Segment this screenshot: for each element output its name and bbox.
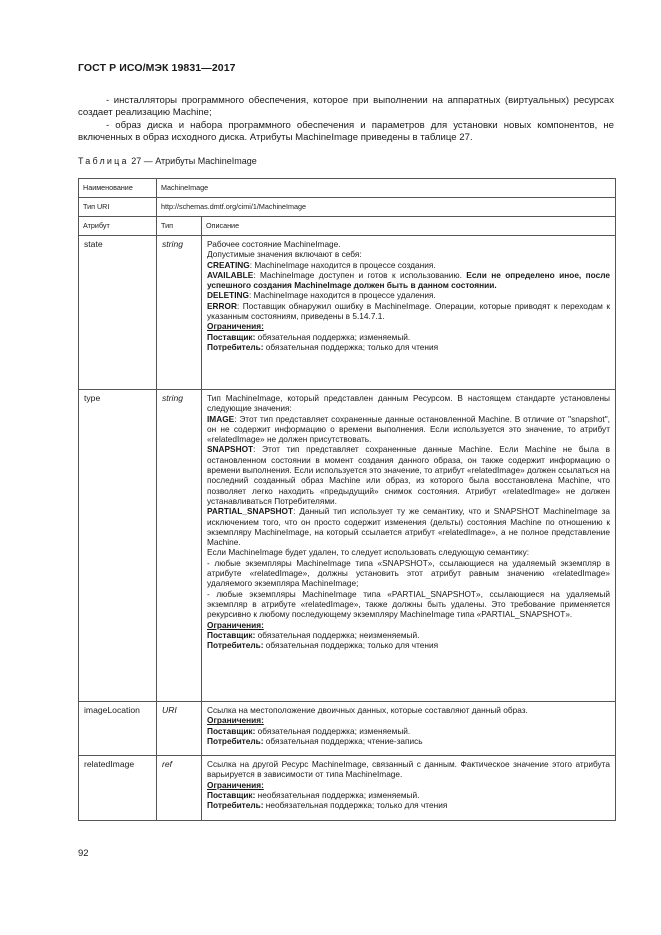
description-term: Поставщик: xyxy=(207,725,256,736)
description-text: : Этот тип представляет сохраненные данные остановленной Machine. В отличие от "snapshot", он не содержит информацию о времени выполнения. Если используется это значение, то атрибут «relatedImage» не должен присутствовать. xyxy=(207,413,610,445)
description-line xyxy=(207,290,610,300)
description-line xyxy=(207,759,610,780)
description-text: : Этот тип представляет сохраненные данные Machine. Если Machine не была в остановленном состоянии в момент создания данного образа, он также содержит информацию о времени выполнения. Если используется это значение, то атрибут «relatedImage» должен ссылаться на последний созданный образ Machine или образ, из которого была восстановлена Machine, что позволяет легко находить «предыдущий» снимок состояния. Атрибут «relatedImage» не должен устанавливаться Потребителями. xyxy=(207,444,610,506)
table-header-row xyxy=(79,217,616,236)
column-header-type: Тип xyxy=(157,217,202,236)
description-term: Потребитель: xyxy=(207,800,264,811)
description-text: : MachineImage находится в процессе удаления. xyxy=(248,290,436,301)
description-line xyxy=(207,332,610,342)
attribute-description-cell xyxy=(202,390,616,702)
description-line xyxy=(207,249,610,259)
description-text: Допустимые значения включают в себя: xyxy=(207,249,362,260)
description-line xyxy=(207,239,610,249)
column-header-attribute: Атрибут xyxy=(79,217,157,236)
attribute-description-cell xyxy=(202,756,616,821)
description-line xyxy=(207,640,610,650)
description-text: необязательная поддержка; изменяемый. xyxy=(255,789,420,800)
constraints-heading: Ограничения: xyxy=(207,779,264,790)
table-caption-text: 27 — Атрибуты MachineImage xyxy=(131,156,257,166)
description-line xyxy=(207,790,610,800)
table-row xyxy=(79,702,616,756)
description-line xyxy=(207,342,610,352)
intro-paragraph: - инсталляторы программного обеспечения, которое при выполнении на аппаратных (виртуальных) ресурсах создает реализацию Machine; xyxy=(78,95,614,119)
description-line xyxy=(207,558,610,589)
table-caption xyxy=(78,156,257,166)
description-line xyxy=(207,547,610,557)
description-line xyxy=(207,321,610,331)
description-text: Тип MachineImage, который представлен данным Ресурсом. В настоящем стандарте установлены следующие значения: xyxy=(207,393,610,414)
description-term: IMAGE xyxy=(207,413,235,424)
attribute-type-cell: string xyxy=(157,390,202,702)
description-text: - любые экземпляры MachineImage типа «SNAPSHOT», ссылающиеся на удаляемый экземпляр в атрибуте «relatedImage», должны установить этот атрибут равным значению «relatedImage» удаляемого экземпляра MachineImage; xyxy=(207,557,610,589)
description-term: AVAILABLE xyxy=(207,269,254,280)
attribute-type-cell: string xyxy=(157,236,202,390)
description-line xyxy=(207,800,610,810)
description-line xyxy=(207,630,610,640)
description-term: Потребитель: xyxy=(207,640,264,651)
description-term: Поставщик: xyxy=(207,629,256,640)
page-number: 92 xyxy=(78,848,89,859)
description-term: Потребитель: xyxy=(207,341,264,352)
intro-text xyxy=(78,95,614,145)
description-text: - любые экземпляры MachineImage типа «PARTIAL_SNAPSHOT», ссылающиеся на удаляемый экземпляр в атрибуте «relatedImage», также должны быть удалены. Это требование применяется рекурсивно к любому последующему экземпляру MachineImage типа «PARTIAL_SNAPSHOT». xyxy=(207,588,610,620)
description-term: PARTIAL_SNAPSHOT xyxy=(207,506,294,517)
description-line xyxy=(207,726,610,736)
page-header-title: ГОСТ Р ИСО/МЭК 19831—2017 xyxy=(78,62,236,74)
constraints-heading: Ограничения: xyxy=(207,619,264,630)
description-line xyxy=(207,589,610,620)
attribute-description-cell xyxy=(202,236,616,390)
attribute-name-cell: type xyxy=(79,390,157,702)
description-line xyxy=(207,301,610,322)
table-row xyxy=(79,198,616,217)
description-line xyxy=(207,270,610,291)
description-text: необязательная поддержка; только для чтения xyxy=(263,800,448,811)
attribute-type-cell: URI xyxy=(157,702,202,756)
description-text: обязательная поддержка; изменяемый. xyxy=(255,725,411,736)
description-term: CREATING xyxy=(207,259,250,270)
description-text: : MachineImage доступен и готов к использованию. xyxy=(253,269,467,280)
attribute-description-cell xyxy=(202,702,616,756)
table-row xyxy=(79,390,616,702)
description-line xyxy=(207,705,610,715)
description-text: Если MachineImage будет удален, то следует использовать следующую семантику: xyxy=(207,547,530,558)
constraints-heading: Ограничения: xyxy=(207,715,264,726)
description-text: : Поставщик обнаружил ошибку в MachineImage. Операции, которые приводят к переходам к указанным состояниям, приведены в 5.14.7.1. xyxy=(207,300,610,322)
description-line xyxy=(207,260,610,270)
description-line xyxy=(207,414,610,445)
column-header-description: Описание xyxy=(202,217,616,236)
description-text: : MachineImage находится в процессе создания. xyxy=(249,259,436,270)
constraints-heading: Ограничения: xyxy=(207,321,264,332)
table-caption-prefix: Таблица xyxy=(78,156,129,166)
description-line xyxy=(207,736,610,746)
description-line xyxy=(207,715,610,725)
description-term: Поставщик: xyxy=(207,789,256,800)
attribute-name-cell: imageLocation xyxy=(79,702,157,756)
description-term: DELETING xyxy=(207,290,249,301)
attribute-type-cell: ref xyxy=(157,756,202,821)
description-line xyxy=(207,393,610,414)
description-text: Ссылка на другой Ресурс MachineImage, связанный с данным. Фактическое значение этого атрибута варьируется в зависимости от типа MachineImage. xyxy=(207,759,610,780)
description-text: обязательная поддержка; только для чтения xyxy=(263,341,439,352)
description-term: Поставщик: xyxy=(207,331,256,342)
description-line xyxy=(207,444,610,506)
description-text: обязательная поддержка; изменяемый. xyxy=(255,331,411,342)
name-label-cell: Наименование xyxy=(79,179,157,198)
description-text: обязательная поддержка; чтение-запись xyxy=(263,735,423,746)
description-text: Рабочее состояние MachineImage. xyxy=(207,239,341,249)
table-row xyxy=(79,756,616,821)
description-line xyxy=(207,780,610,790)
uri-value-cell: http://schemas.dmtf.org/cimi/1/MachineImage xyxy=(157,198,616,217)
description-term: SNAPSHOT xyxy=(207,444,254,455)
description-text: : Данный тип использует ту же семантику, что и SNAPSHOT MachineImage за исключением того, что он просто содержит изменения (дельты) состояния Machine по отношению к экземпляру MachineImage, на который ссылается атрибут «relatedImage», а не полное представление Machine. xyxy=(207,506,610,548)
name-value-cell: MachineImage xyxy=(157,179,616,198)
attribute-name-cell: state xyxy=(79,236,157,390)
attribute-name-cell: relatedImage xyxy=(79,756,157,821)
description-text: обязательная поддержка; только для чтения xyxy=(263,640,439,651)
description-term: ERROR xyxy=(207,300,237,311)
description-text: обязательная поддержка; неизменяемый. xyxy=(255,629,420,640)
description-term: Потребитель: xyxy=(207,735,264,746)
table-row xyxy=(79,179,616,198)
table-row xyxy=(79,236,616,390)
attributes-table xyxy=(78,178,616,821)
uri-label-cell: Тип URI xyxy=(79,198,157,217)
description-emphasis: Если не определено иное, после успешного создания MachineImage должен быть в данном состоянии. xyxy=(207,269,610,291)
intro-paragraph: - образ диска и набора программного обеспечения и параметров для установки новых компонентов, не включенных в образ исходного диска. Атрибуты MachineImage приведены в таблице 27. xyxy=(78,119,614,144)
description-text: Ссылка на местоположение двоичных данных, которые составляют данный образ. xyxy=(207,705,528,715)
description-line xyxy=(207,620,610,630)
description-line xyxy=(207,506,610,547)
